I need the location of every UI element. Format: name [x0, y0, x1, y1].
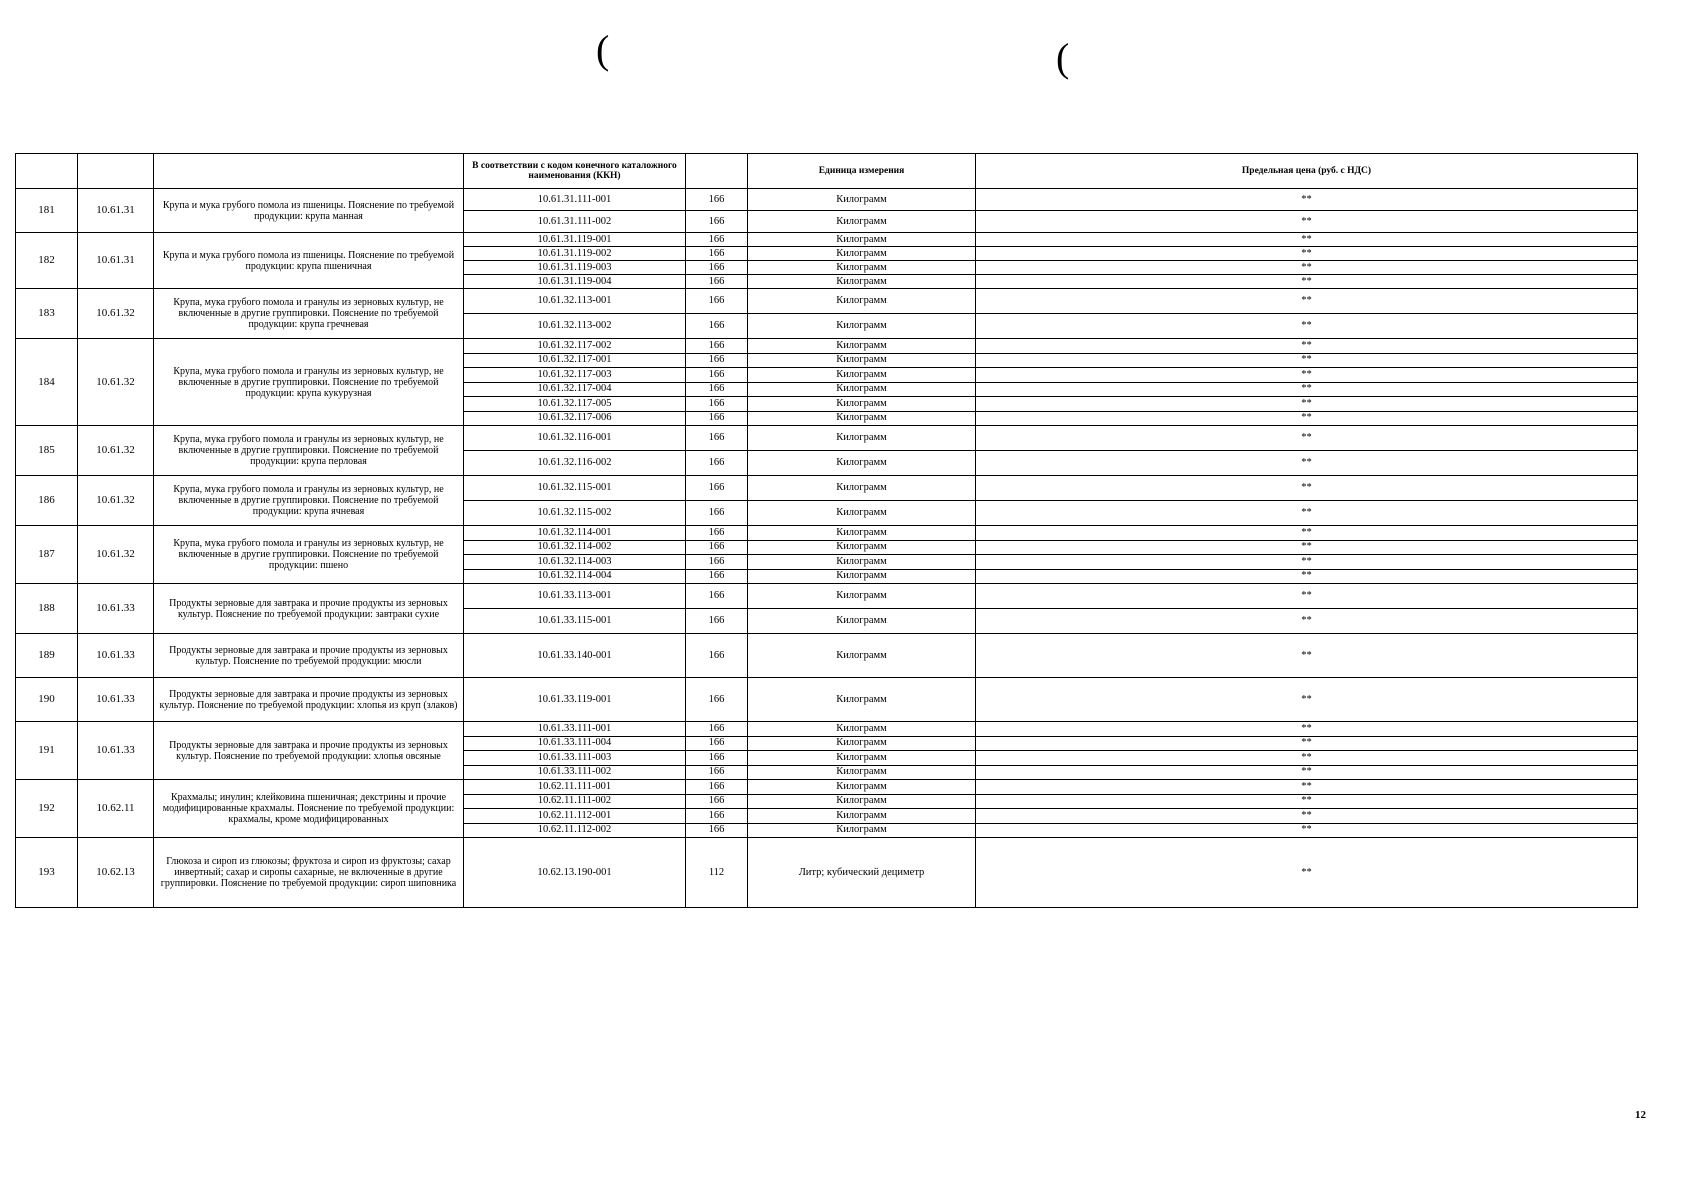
product-description: Глюкоза и сироп из глюкозы; фруктоза и сироп из фруктозы; сахар инвертный; сахар и сиропы сахарные, не включенные в другие группировки. Пояснение по требуемой продукции: сироп шиповника: [154, 838, 464, 908]
max-price: **: [976, 411, 1638, 426]
max-price: **: [976, 678, 1638, 722]
row-number: 181: [16, 189, 78, 233]
max-price: **: [976, 382, 1638, 397]
product-description: Крупа, мука грубого помола и гранулы из зерновых культур, не включенные в другие группировки. Пояснение по требуемой продукции: крупа ячневая: [154, 476, 464, 526]
unit-name: Килограмм: [748, 368, 976, 383]
ktru-code: 10.61.32.114-004: [464, 569, 686, 584]
okei-code: 166: [686, 609, 748, 634]
okei-code: 166: [686, 451, 748, 476]
max-price: **: [976, 314, 1638, 339]
row-number: 191: [16, 722, 78, 780]
unit-name: Килограмм: [748, 722, 976, 737]
okei-code: 166: [686, 751, 748, 766]
max-price: **: [976, 555, 1638, 570]
ktru-code: 10.61.32.117-003: [464, 368, 686, 383]
unit-name: Килограмм: [748, 634, 976, 678]
max-price: **: [976, 451, 1638, 476]
unit-name: Килограмм: [748, 476, 976, 501]
okei-code: 166: [686, 678, 748, 722]
okei-code: 112: [686, 838, 748, 908]
max-price: **: [976, 247, 1638, 261]
product-description: Крахмалы; инулин; клейковина пшеничная; декстрины и прочие модифицированные крахмалы. Пояснение по требуемой продукции: крахмалы, кроме модифицированных: [154, 780, 464, 838]
ktru-code: 10.61.33.111-003: [464, 751, 686, 766]
ktru-code: 10.61.33.113-001: [464, 584, 686, 609]
max-price: **: [976, 736, 1638, 751]
product-description: Продукты зерновые для завтрака и прочие продукты из зерновых культур. Пояснение по требуемой продукции: завтраки сухие: [154, 584, 464, 634]
row-number: 189: [16, 634, 78, 678]
okei-code: 166: [686, 823, 748, 838]
max-price: **: [976, 339, 1638, 354]
row-number: 188: [16, 584, 78, 634]
product-description: Продукты зерновые для завтрака и прочие продукты из зерновых культур. Пояснение по требуемой продукции: хлопья овсяные: [154, 722, 464, 780]
max-price: **: [976, 476, 1638, 501]
unit-name: Килограмм: [748, 736, 976, 751]
unit-name: Килограмм: [748, 233, 976, 247]
product-description: Продукты зерновые для завтрака и прочие продукты из зерновых культур. Пояснение по требуемой продукции: мюсли: [154, 634, 464, 678]
max-price: **: [976, 765, 1638, 780]
price-table: [15, 153, 1638, 908]
ktru-code: 10.62.11.112-001: [464, 809, 686, 824]
product-description: Крупа, мука грубого помола и гранулы из зерновых культур, не включенные в другие группировки. Пояснение по требуемой продукции: крупа кукурузная: [154, 339, 464, 426]
unit-name: Килограмм: [748, 780, 976, 795]
okpd-code: 10.61.32: [78, 339, 154, 426]
max-price: **: [976, 823, 1638, 838]
header-col-unit: Единица измерения: [748, 154, 976, 189]
ktru-code: 10.61.33.111-004: [464, 736, 686, 751]
header-col-okei: [686, 154, 748, 189]
okei-code: 166: [686, 736, 748, 751]
unit-name: Килограмм: [748, 314, 976, 339]
unit-name: Килограмм: [748, 397, 976, 412]
okei-code: 166: [686, 569, 748, 584]
row-number: 186: [16, 476, 78, 526]
max-price: **: [976, 289, 1638, 314]
product-description: Крупа, мука грубого помола и гранулы из зерновых культур, не включенные в другие группировки. Пояснение по требуемой продукции: крупа перловая: [154, 426, 464, 476]
okei-code: 166: [686, 794, 748, 809]
unit-name: Килограмм: [748, 569, 976, 584]
row-number: 187: [16, 526, 78, 584]
unit-name: Килограмм: [748, 247, 976, 261]
ktru-code: 10.61.31.119-004: [464, 275, 686, 289]
table-row: [16, 426, 1638, 451]
ktru-code: 10.62.13.190-001: [464, 838, 686, 908]
okei-code: 166: [686, 526, 748, 541]
ktru-code: 10.61.31.111-001: [464, 189, 686, 211]
max-price: **: [976, 501, 1638, 526]
table-body: [16, 189, 1638, 908]
unit-name: Литр; кубический дециметр: [748, 838, 976, 908]
ktru-code: 10.61.32.114-002: [464, 540, 686, 555]
product-description: Продукты зерновые для завтрака и прочие продукты из зерновых культур. Пояснение по требуемой продукции: хлопья из круп (злаков): [154, 678, 464, 722]
max-price: **: [976, 751, 1638, 766]
table-row: [16, 476, 1638, 501]
unit-name: Килограмм: [748, 382, 976, 397]
header-col-description: [154, 154, 464, 189]
max-price: **: [976, 353, 1638, 368]
ktru-code: 10.61.31.119-002: [464, 247, 686, 261]
scan-mark-left: (: [596, 27, 610, 72]
max-price: **: [976, 722, 1638, 737]
max-price: **: [976, 275, 1638, 289]
ktru-code: 10.61.31.119-001: [464, 233, 686, 247]
table-row: [16, 584, 1638, 609]
unit-name: Килограмм: [748, 540, 976, 555]
okei-code: 166: [686, 397, 748, 412]
ktru-code: 10.61.33.115-001: [464, 609, 686, 634]
table-row: [16, 838, 1638, 908]
okpd-code: 10.61.32: [78, 526, 154, 584]
okpd-code: 10.61.31: [78, 233, 154, 289]
table-row: [16, 678, 1638, 722]
ktru-code: 10.61.32.117-004: [464, 382, 686, 397]
unit-name: Килограмм: [748, 555, 976, 570]
okpd-code: 10.62.11: [78, 780, 154, 838]
unit-name: Килограмм: [748, 584, 976, 609]
header-col-price: Предельная цена (руб. с НДС): [976, 154, 1638, 189]
ktru-code: 10.61.33.119-001: [464, 678, 686, 722]
okei-code: 166: [686, 765, 748, 780]
ktru-code: 10.62.11.111-001: [464, 780, 686, 795]
unit-name: Килограмм: [748, 794, 976, 809]
table-row: [16, 722, 1638, 737]
okei-code: 166: [686, 189, 748, 211]
scan-mark-right: (: [1056, 35, 1070, 80]
max-price: **: [976, 189, 1638, 211]
ktru-code: 10.61.32.113-001: [464, 289, 686, 314]
ktru-code: 10.61.32.113-002: [464, 314, 686, 339]
max-price: **: [976, 809, 1638, 824]
product-description: Крупа и мука грубого помола из пшеницы. Пояснение по требуемой продукции: крупа пшеничная: [154, 233, 464, 289]
table-row: [16, 339, 1638, 354]
okei-code: 166: [686, 211, 748, 233]
max-price: **: [976, 211, 1638, 233]
max-price: **: [976, 634, 1638, 678]
okei-code: 166: [686, 555, 748, 570]
page-number: 12: [1635, 1109, 1646, 1121]
ktru-code: 10.61.32.116-001: [464, 426, 686, 451]
max-price: **: [976, 569, 1638, 584]
product-description: Крупа, мука грубого помола и гранулы из зерновых культур, не включенные в другие группировки. Пояснение по требуемой продукции: пшено: [154, 526, 464, 584]
max-price: **: [976, 526, 1638, 541]
max-price: **: [976, 584, 1638, 609]
header-col-okpd: [78, 154, 154, 189]
unit-name: Килограмм: [748, 751, 976, 766]
okei-code: 166: [686, 261, 748, 275]
okei-code: 166: [686, 501, 748, 526]
table-row: [16, 634, 1638, 678]
unit-name: Килограмм: [748, 353, 976, 368]
unit-name: Килограмм: [748, 823, 976, 838]
max-price: **: [976, 368, 1638, 383]
okei-code: 166: [686, 634, 748, 678]
unit-name: Килограмм: [748, 426, 976, 451]
max-price: **: [976, 426, 1638, 451]
ktru-code: 10.61.32.114-001: [464, 526, 686, 541]
okei-code: 166: [686, 353, 748, 368]
row-number: 192: [16, 780, 78, 838]
okpd-code: 10.61.33: [78, 678, 154, 722]
okpd-code: 10.61.33: [78, 634, 154, 678]
okpd-code: 10.61.33: [78, 722, 154, 780]
table-row: [16, 526, 1638, 541]
ktru-code: 10.61.32.115-002: [464, 501, 686, 526]
okei-code: 166: [686, 411, 748, 426]
unit-name: Килограмм: [748, 609, 976, 634]
unit-name: Килограмм: [748, 211, 976, 233]
row-number: 184: [16, 339, 78, 426]
max-price: **: [976, 233, 1638, 247]
table-row: [16, 233, 1638, 247]
unit-name: Килограмм: [748, 526, 976, 541]
unit-name: Килограмм: [748, 451, 976, 476]
unit-name: Килограмм: [748, 765, 976, 780]
ktru-code: 10.62.11.111-002: [464, 794, 686, 809]
ktru-code: 10.61.33.111-001: [464, 722, 686, 737]
max-price: **: [976, 794, 1638, 809]
row-number: 182: [16, 233, 78, 289]
ktru-code: 10.61.32.114-003: [464, 555, 686, 570]
okei-code: 166: [686, 584, 748, 609]
ktru-code: 10.61.32.115-001: [464, 476, 686, 501]
okpd-code: 10.61.33: [78, 584, 154, 634]
unit-name: Килограмм: [748, 411, 976, 426]
ktru-code: 10.61.32.117-005: [464, 397, 686, 412]
row-number: 183: [16, 289, 78, 339]
okei-code: 166: [686, 476, 748, 501]
ktru-code: 10.61.33.111-002: [464, 765, 686, 780]
ktru-code: 10.62.11.112-002: [464, 823, 686, 838]
max-price: **: [976, 780, 1638, 795]
okei-code: 166: [686, 368, 748, 383]
unit-name: Килограмм: [748, 678, 976, 722]
ktru-code: 10.61.33.140-001: [464, 634, 686, 678]
okei-code: 166: [686, 809, 748, 824]
okei-code: 166: [686, 780, 748, 795]
okpd-code: 10.62.13: [78, 838, 154, 908]
unit-name: Килограмм: [748, 261, 976, 275]
okei-code: 166: [686, 382, 748, 397]
max-price: **: [976, 609, 1638, 634]
unit-name: Килограмм: [748, 275, 976, 289]
ktru-code: 10.61.32.117-001: [464, 353, 686, 368]
product-description: Крупа и мука грубого помола из пшеницы. Пояснение по требуемой продукции: крупа манная: [154, 189, 464, 233]
okei-code: 166: [686, 540, 748, 555]
ktru-code: 10.61.32.117-006: [464, 411, 686, 426]
okei-code: 166: [686, 289, 748, 314]
okpd-code: 10.61.32: [78, 476, 154, 526]
okei-code: 166: [686, 722, 748, 737]
row-number: 185: [16, 426, 78, 476]
ktru-code: 10.61.31.111-002: [464, 211, 686, 233]
unit-name: Килограмм: [748, 501, 976, 526]
okei-code: 166: [686, 314, 748, 339]
table-row: [16, 189, 1638, 211]
okpd-code: 10.61.32: [78, 426, 154, 476]
ktru-code: 10.61.31.119-003: [464, 261, 686, 275]
ktru-code: 10.61.32.117-002: [464, 339, 686, 354]
unit-name: Килограмм: [748, 339, 976, 354]
unit-name: Килограмм: [748, 189, 976, 211]
header-col-number: [16, 154, 78, 189]
ktru-code: 10.61.32.116-002: [464, 451, 686, 476]
okpd-code: 10.61.32: [78, 289, 154, 339]
header-row: [16, 154, 1638, 189]
table-row: [16, 780, 1638, 795]
max-price: **: [976, 397, 1638, 412]
okei-code: 166: [686, 426, 748, 451]
max-price: **: [976, 261, 1638, 275]
unit-name: Килограмм: [748, 809, 976, 824]
okei-code: 166: [686, 247, 748, 261]
row-number: 190: [16, 678, 78, 722]
okei-code: 166: [686, 339, 748, 354]
table-row: [16, 289, 1638, 314]
max-price: **: [976, 540, 1638, 555]
unit-name: Килограмм: [748, 289, 976, 314]
product-description: Крупа, мука грубого помола и гранулы из зерновых культур, не включенные в другие группировки. Пояснение по требуемой продукции: крупа гречневая: [154, 289, 464, 339]
okpd-code: 10.61.31: [78, 189, 154, 233]
okei-code: 166: [686, 275, 748, 289]
max-price: **: [976, 838, 1638, 908]
okei-code: 166: [686, 233, 748, 247]
header-col-ktru: В соответствии с кодом конечного каталожного наименования (ККН): [464, 154, 686, 189]
row-number: 193: [16, 838, 78, 908]
